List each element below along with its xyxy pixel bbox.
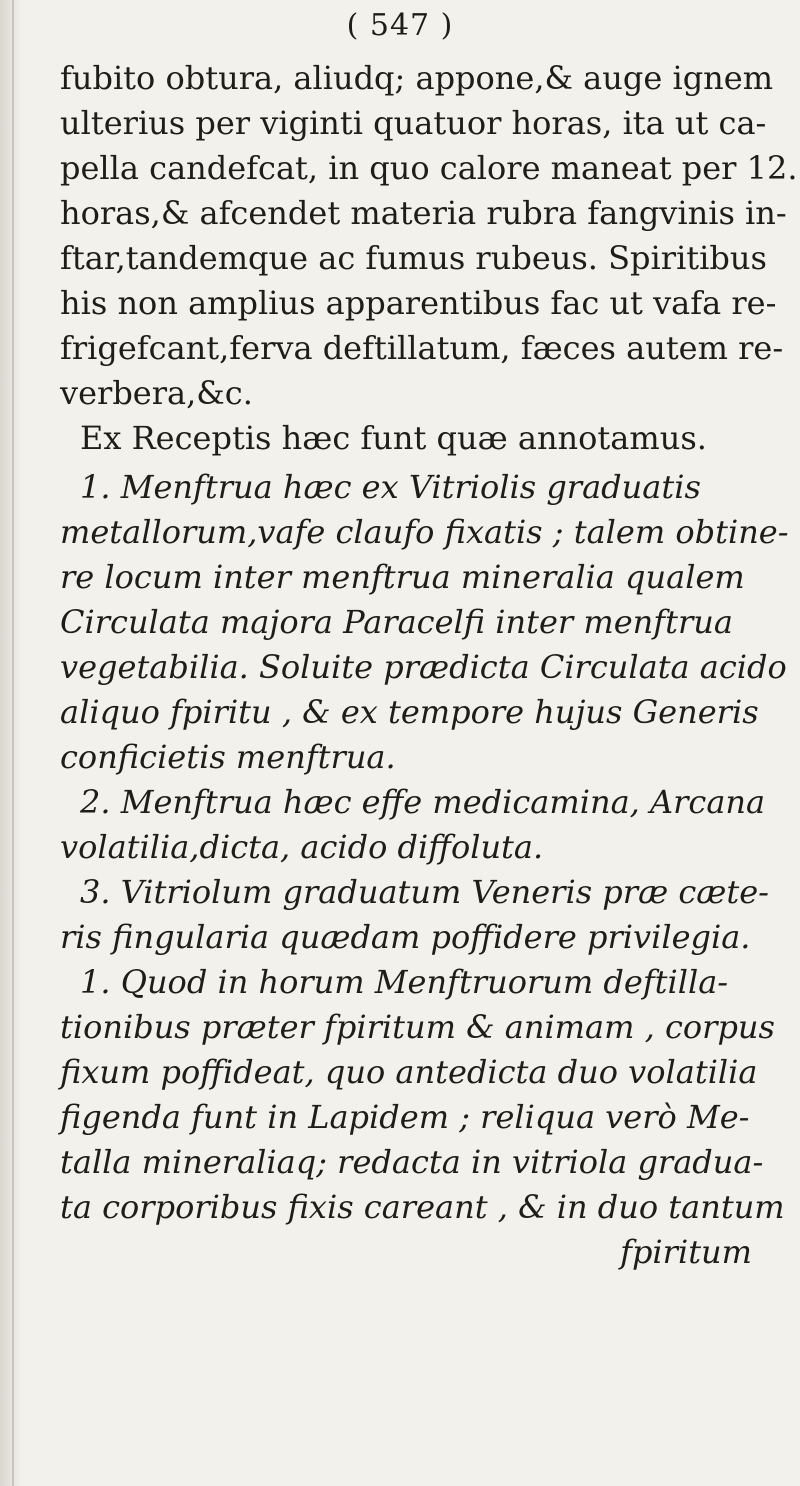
text-line: metallorum,vafe claufo fixatis ; talem obtine- — [60, 513, 789, 551]
text-line: talla mineraliaq; redacta in vitriola gradua- — [60, 1143, 764, 1181]
text-line: 3. Vitriolum graduatum Veneris præ cæte- — [80, 873, 769, 911]
page-number: ( 547 ) — [346, 8, 454, 43]
text-line: Circulata majora Paracelfi inter menftrua — [60, 603, 733, 641]
text-line: pella candefcat, in quo calore maneat per 12. — [60, 149, 798, 187]
text-line: ulterius per viginti quatuor horas, ita ut ca- — [60, 104, 767, 142]
text-line: ftar,tandemque ac fumus rubeus. Spiritibus — [60, 239, 767, 277]
text-line: fubito obtura, aliudq; appone,& auge ignem — [60, 59, 774, 97]
text-line: ris fingularia quædam poffidere privilegia. — [60, 918, 751, 956]
text-line: figenda funt in Lapidem ; reliqua verò Me- — [60, 1098, 750, 1136]
text-line: 2. Menftrua hæc effe medicamina, Arcana — [80, 783, 766, 821]
text-line: fixum poffideat, quo antedicta duo volatilia — [60, 1053, 758, 1091]
text-line: aliquo fpiritu , & ex tempore hujus Generis — [60, 693, 759, 731]
text-line: ta corporibus fixis careant , & in duo tantum — [60, 1188, 785, 1226]
text-line: 1. Menftrua hæc ex Vitriolis graduatis — [80, 468, 701, 506]
text-line: 1. Quod in horum Menftruorum deftilla- — [80, 963, 729, 1001]
text-line: re locum inter menftrua mineralia qualem — [60, 558, 745, 596]
text-line: tionibus præter fpiritum & animam , corpus — [60, 1008, 775, 1046]
text-line: horas,& afcendet materia rubra fangvinis in- — [60, 194, 787, 232]
binding-shadow — [0, 0, 22, 1486]
text-line: his non amplius apparentibus fac ut vafa re- — [60, 284, 777, 322]
text-line: volatilia,dicta, acido diffoluta. — [60, 828, 544, 866]
text-line: conficietis menftrua. — [60, 738, 396, 776]
binding-edge — [12, 0, 14, 1486]
text-line: verbera,&c. — [60, 374, 253, 412]
text-line: vegetabilia. Soluite prædicta Circulata acido — [60, 648, 787, 686]
catchword: fpiritum — [620, 1233, 752, 1271]
section-heading: Ex Receptis hæc funt quæ annotamus. — [80, 419, 707, 457]
text-line: frigefcant,ferva deftillatum, fæces autem re- — [60, 329, 784, 367]
